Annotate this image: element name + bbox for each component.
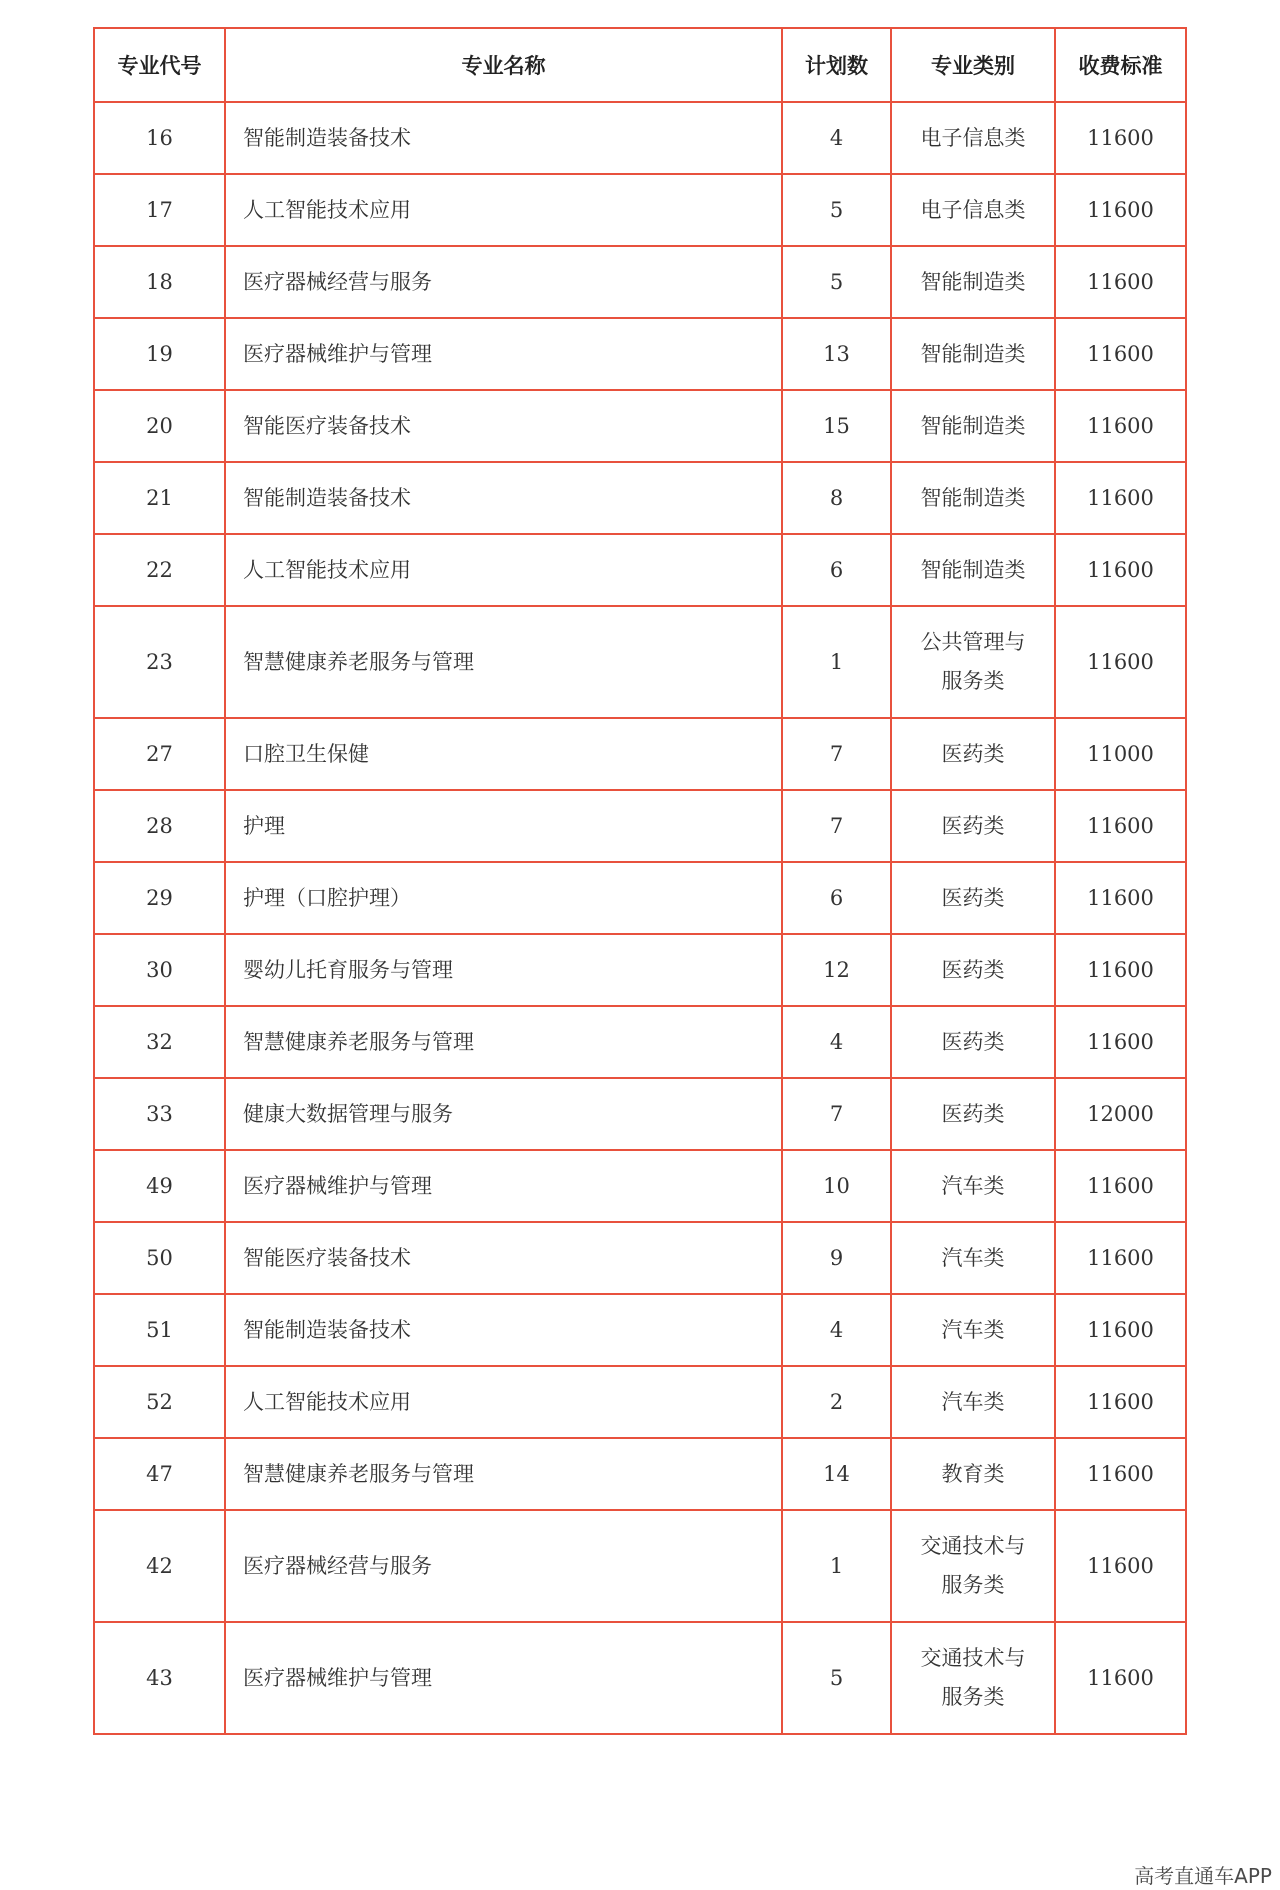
major-category-cell: 智能制造类 (891, 462, 1055, 534)
major-name-cell: 智慧健康养老服务与管理 (225, 1006, 782, 1078)
major-name-cell: 医疗器械经营与服务 (225, 1510, 782, 1622)
major-category-cell: 医药类 (891, 934, 1055, 1006)
plan-count-cell: 1 (782, 1510, 891, 1622)
header-fee-standard: 收费标准 (1055, 28, 1186, 102)
fee-standard-cell: 11600 (1055, 390, 1186, 462)
table-row (94, 606, 1186, 718)
plan-count-cell: 5 (782, 1622, 891, 1734)
fee-standard-cell: 11600 (1055, 1294, 1186, 1366)
major-category-cell: 医药类 (891, 1006, 1055, 1078)
major-code-cell: 47 (94, 1438, 225, 1510)
major-code-cell: 21 (94, 462, 225, 534)
table-row (94, 790, 1186, 862)
table-row (94, 390, 1186, 462)
plan-count-cell: 5 (782, 246, 891, 318)
table-header (94, 28, 1186, 102)
major-code-cell: 50 (94, 1222, 225, 1294)
major-name-cell: 婴幼儿托育服务与管理 (225, 934, 782, 1006)
header-major-code: 专业代号 (94, 28, 225, 102)
fee-standard-cell: 11600 (1055, 246, 1186, 318)
major-category-cell: 医药类 (891, 790, 1055, 862)
fee-standard-cell: 12000 (1055, 1078, 1186, 1150)
major-name-cell: 智慧健康养老服务与管理 (225, 1438, 782, 1510)
major-name-cell: 智能制造装备技术 (225, 102, 782, 174)
major-category-cell: 智能制造类 (891, 318, 1055, 390)
plan-count-cell: 4 (782, 1006, 891, 1078)
header-major-category: 专业类别 (891, 28, 1055, 102)
major-code-cell: 29 (94, 862, 225, 934)
major-code-cell: 27 (94, 718, 225, 790)
major-code-cell: 42 (94, 1510, 225, 1622)
plan-count-cell: 7 (782, 718, 891, 790)
major-category-cell: 交通技术与服务类 (891, 1622, 1055, 1734)
major-name-cell: 智能制造装备技术 (225, 1294, 782, 1366)
major-category-cell: 汽车类 (891, 1294, 1055, 1366)
plan-count-cell: 1 (782, 606, 891, 718)
major-name-cell: 智能医疗装备技术 (225, 1222, 782, 1294)
major-code-cell: 33 (94, 1078, 225, 1150)
table-row (94, 1078, 1186, 1150)
major-category-cell: 汽车类 (891, 1222, 1055, 1294)
major-code-cell: 17 (94, 174, 225, 246)
major-name-cell: 口腔卫生保健 (225, 718, 782, 790)
fee-standard-cell: 11600 (1055, 862, 1186, 934)
fee-standard-cell: 11600 (1055, 1006, 1186, 1078)
plan-count-cell: 7 (782, 790, 891, 862)
major-name-cell: 健康大数据管理与服务 (225, 1078, 782, 1150)
major-code-cell: 20 (94, 390, 225, 462)
plan-count-cell: 10 (782, 1150, 891, 1222)
plan-count-cell: 2 (782, 1366, 891, 1438)
table-row (94, 1622, 1186, 1734)
major-category-cell: 汽车类 (891, 1366, 1055, 1438)
major-code-cell: 43 (94, 1622, 225, 1734)
header-plan-count: 计划数 (782, 28, 891, 102)
major-category-cell: 智能制造类 (891, 390, 1055, 462)
table-row (94, 1510, 1186, 1622)
table-row (94, 534, 1186, 606)
fee-standard-cell: 11600 (1055, 606, 1186, 718)
major-code-cell: 16 (94, 102, 225, 174)
major-code-cell: 49 (94, 1150, 225, 1222)
table-row (94, 102, 1186, 174)
major-category-cell: 智能制造类 (891, 246, 1055, 318)
major-category-cell: 公共管理与服务类 (891, 606, 1055, 718)
app-watermark: 高考直通车APP (1134, 1864, 1272, 1888)
plan-count-cell: 12 (782, 934, 891, 1006)
fee-standard-cell: 11600 (1055, 1222, 1186, 1294)
major-code-cell: 52 (94, 1366, 225, 1438)
major-code-cell: 18 (94, 246, 225, 318)
table-row (94, 934, 1186, 1006)
major-name-cell: 医疗器械经营与服务 (225, 246, 782, 318)
major-name-cell: 人工智能技术应用 (225, 534, 782, 606)
major-name-cell: 护理 (225, 790, 782, 862)
major-category-cell: 汽车类 (891, 1150, 1055, 1222)
table-row (94, 1150, 1186, 1222)
fee-standard-cell: 11600 (1055, 318, 1186, 390)
major-code-cell: 30 (94, 934, 225, 1006)
major-code-cell: 22 (94, 534, 225, 606)
major-code-cell: 32 (94, 1006, 225, 1078)
major-category-cell: 医药类 (891, 718, 1055, 790)
fee-standard-cell: 11600 (1055, 1366, 1186, 1438)
fee-standard-cell: 11600 (1055, 174, 1186, 246)
fee-standard-cell: 11000 (1055, 718, 1186, 790)
major-name-cell: 医疗器械维护与管理 (225, 318, 782, 390)
major-name-cell: 医疗器械维护与管理 (225, 1622, 782, 1734)
major-category-cell: 智能制造类 (891, 534, 1055, 606)
major-name-cell: 智能制造装备技术 (225, 462, 782, 534)
plan-count-cell: 13 (782, 318, 891, 390)
plan-count-cell: 6 (782, 862, 891, 934)
table-row (94, 1366, 1186, 1438)
major-name-cell: 智慧健康养老服务与管理 (225, 606, 782, 718)
plan-count-cell: 4 (782, 102, 891, 174)
major-category-cell: 电子信息类 (891, 102, 1055, 174)
majors-table (93, 27, 1187, 1735)
plan-count-cell: 9 (782, 1222, 891, 1294)
major-category-cell: 医药类 (891, 1078, 1055, 1150)
major-code-cell: 23 (94, 606, 225, 718)
table-row (94, 1222, 1186, 1294)
fee-standard-cell: 11600 (1055, 534, 1186, 606)
major-category-cell: 医药类 (891, 862, 1055, 934)
table-row (94, 1294, 1186, 1366)
header-row (94, 28, 1186, 102)
major-name-cell: 医疗器械维护与管理 (225, 1150, 782, 1222)
table-row (94, 718, 1186, 790)
major-name-cell: 护理（口腔护理） (225, 862, 782, 934)
plan-count-cell: 15 (782, 390, 891, 462)
major-category-cell: 教育类 (891, 1438, 1055, 1510)
major-code-cell: 28 (94, 790, 225, 862)
table-row (94, 462, 1186, 534)
major-name-cell: 智能医疗装备技术 (225, 390, 782, 462)
plan-count-cell: 4 (782, 1294, 891, 1366)
table-row (94, 1006, 1186, 1078)
fee-standard-cell: 11600 (1055, 934, 1186, 1006)
table-row (94, 318, 1186, 390)
table-row (94, 174, 1186, 246)
plan-count-cell: 14 (782, 1438, 891, 1510)
fee-standard-cell: 11600 (1055, 1150, 1186, 1222)
fee-standard-cell: 11600 (1055, 790, 1186, 862)
table-row (94, 862, 1186, 934)
plan-count-cell: 5 (782, 174, 891, 246)
fee-standard-cell: 11600 (1055, 102, 1186, 174)
header-major-name: 专业名称 (225, 28, 782, 102)
major-code-cell: 51 (94, 1294, 225, 1366)
plan-count-cell: 8 (782, 462, 891, 534)
plan-count-cell: 7 (782, 1078, 891, 1150)
fee-standard-cell: 11600 (1055, 1438, 1186, 1510)
table-row (94, 1438, 1186, 1510)
table-row (94, 246, 1186, 318)
table-body (94, 102, 1186, 1734)
major-code-cell: 19 (94, 318, 225, 390)
fee-standard-cell: 11600 (1055, 1622, 1186, 1734)
plan-count-cell: 6 (782, 534, 891, 606)
major-name-cell: 人工智能技术应用 (225, 1366, 782, 1438)
major-category-cell: 电子信息类 (891, 174, 1055, 246)
fee-standard-cell: 11600 (1055, 1510, 1186, 1622)
major-name-cell: 人工智能技术应用 (225, 174, 782, 246)
major-category-cell: 交通技术与服务类 (891, 1510, 1055, 1622)
fee-standard-cell: 11600 (1055, 462, 1186, 534)
